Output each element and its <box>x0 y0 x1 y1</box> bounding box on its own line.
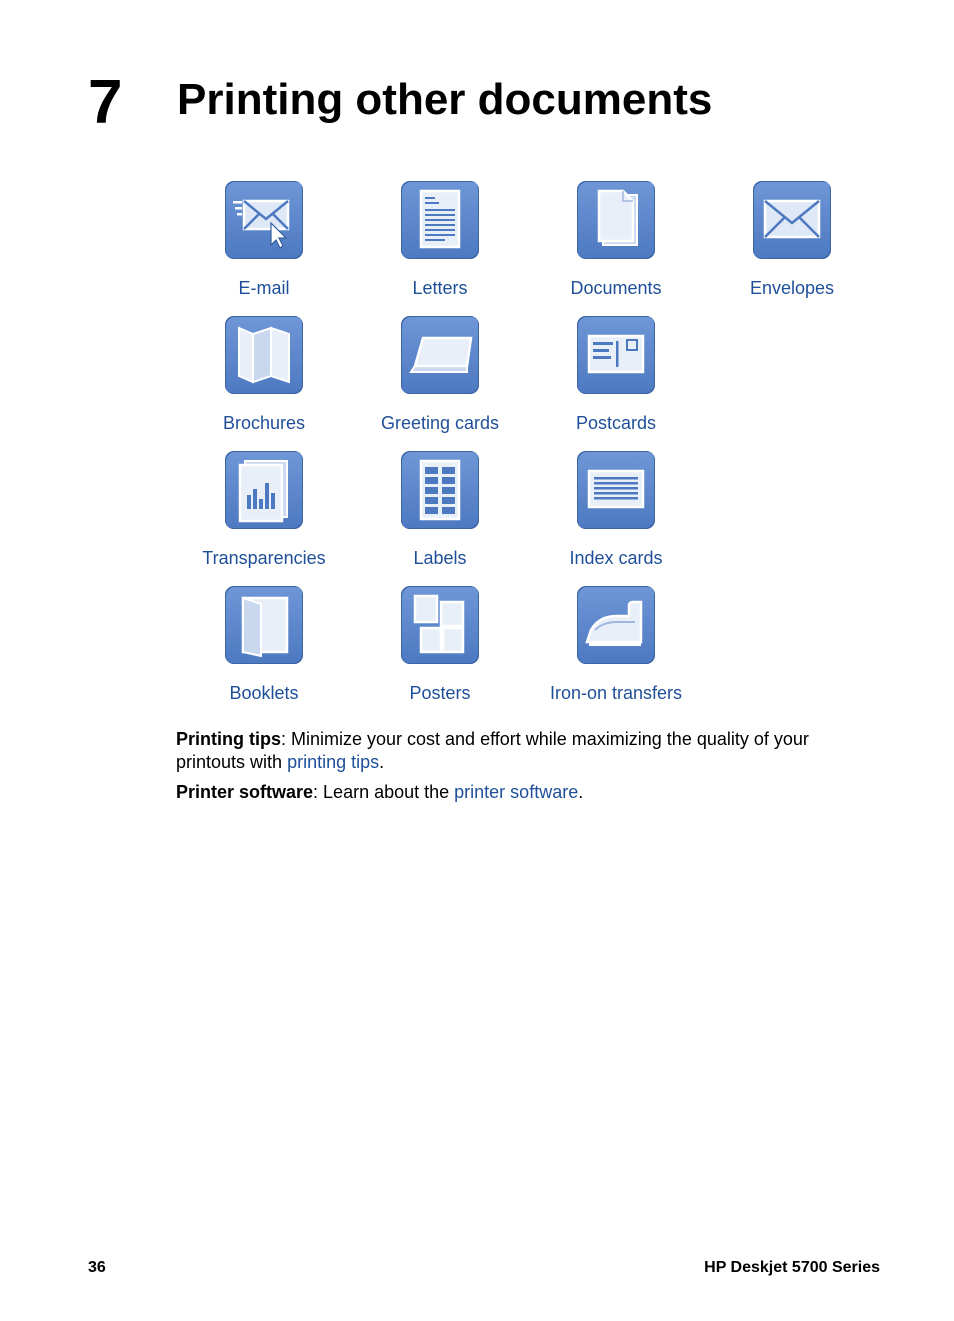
poster-icon <box>401 586 479 664</box>
tile-label: Transparencies <box>202 548 326 568</box>
brochure-icon <box>225 316 303 394</box>
greeting-card-icon <box>401 316 479 394</box>
tile-labels[interactable] <box>352 451 528 581</box>
printing-tips-heading: Printing tips <box>176 729 281 749</box>
printer-software-text: : Learn about the <box>313 782 455 802</box>
tile-index-cards[interactable] <box>528 451 704 581</box>
tile-label: Posters <box>409 683 471 703</box>
email-icon <box>225 181 303 259</box>
chapter-number: 7 <box>88 68 123 137</box>
product-name: HP Deskjet 5700 Series <box>704 1259 880 1276</box>
tile-postcards[interactable] <box>528 316 704 446</box>
tile-label: Labels <box>413 548 467 568</box>
tile-label: Envelopes <box>749 278 835 298</box>
index-card-icon <box>577 451 655 529</box>
tile-label: Iron-on transfers <box>549 683 683 703</box>
tile-brochures[interactable] <box>176 316 352 446</box>
printer-software-heading: Printer software <box>176 782 314 802</box>
envelope-icon <box>753 181 831 259</box>
printer-software-end: . <box>578 782 584 802</box>
printing-tips-text: : Minimize your cost and effort while maximizing the quality of your printouts with <box>176 729 809 772</box>
tile-documents[interactable] <box>528 181 704 311</box>
tile-transparencies[interactable] <box>176 451 352 581</box>
postcard-icon <box>577 316 655 394</box>
documents-icon <box>577 181 655 259</box>
chapter-title: Printing other documents <box>177 75 713 124</box>
tile-label: Booklets <box>229 683 299 703</box>
tile-letters[interactable] <box>352 181 528 311</box>
tile-email[interactable] <box>176 181 352 311</box>
letter-icon <box>401 181 479 259</box>
printing-tips-link[interactable]: printing tips <box>287 752 380 772</box>
labels-icon <box>401 451 479 529</box>
tile-label: Index cards <box>569 548 663 568</box>
tile-envelopes[interactable] <box>704 181 880 311</box>
tile-label: Letters <box>412 278 468 298</box>
transparency-icon <box>225 451 303 529</box>
page-number: 36 <box>88 1259 106 1276</box>
tile-label: Documents <box>570 278 662 298</box>
tile-greeting-cards[interactable] <box>352 316 528 446</box>
tile-iron-on-transfers[interactable] <box>528 586 704 716</box>
tile-label: Postcards <box>575 413 657 433</box>
tile-booklets[interactable] <box>176 586 352 716</box>
tile-label: Brochures <box>222 413 306 433</box>
printer-software-paragraph <box>176 781 856 804</box>
printer-software-link[interactable]: printer software <box>454 782 579 802</box>
printing-tips-end: . <box>379 752 385 772</box>
tile-label: E-mail <box>238 278 290 298</box>
iron-icon <box>577 586 655 664</box>
tile-posters[interactable] <box>352 586 528 716</box>
document-type-grid <box>176 181 880 711</box>
tile-label: Greeting cards <box>380 413 500 433</box>
booklet-icon <box>225 586 303 664</box>
printing-tips-paragraph <box>176 728 856 774</box>
